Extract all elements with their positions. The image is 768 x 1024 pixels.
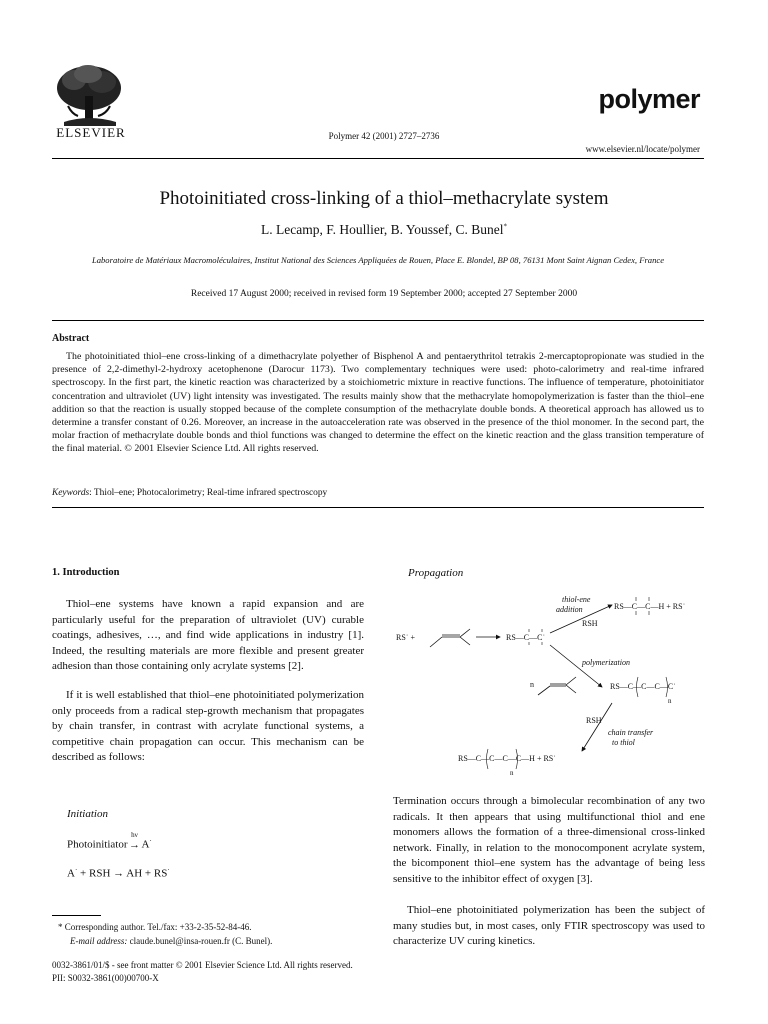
initiation-heading: Initiation xyxy=(67,808,108,820)
arrow-icon xyxy=(582,703,612,751)
abstract-text: The photoinitiated thiol–ene cross-linking of a dimethacrylate polyether of Bisphenol A and pentaerythritol tetrakis 2-mercaptopropionate was studied in the presence of 2,2-dimethyl-2-hydroxy acetophenone (Darocur 1173). Two complementary techniques were used: photo-calorimetry and real-time infrared spectroscopy. In the first part, the kinetic reaction was characterized by a stoichiometric mixture in reactive functions. The influence of temperature, photoinitiator concentration and ultraviolet (UV) light intensity was investigated. The results mainly show that the methacrylate homopolymerization is faster than the thiol–ene addition so that the reaction is usually stopped because of the complete consumption of the methacrylate double bonds. A theoretical approach has allowed us to determine a transfer constant of 0.26. Moreover, an increase in the autoacceleration rate was observed in the presence of the thiol monomer. In the second part, the molar fraction of methacrylate double bonds and thiol functions was changed to determine the effect on the kinetic reaction and the glass transition temperature of the final material. © 2001 Elsevier Science Ltd. All rights reserved. xyxy=(52,351,704,455)
article-title: Photoinitiated cross-linking of a thiol–methacrylate system xyxy=(159,188,609,209)
abstract-top-rule xyxy=(52,320,704,321)
intro-paragraph-2: If it is well established that thiol–ene photoinitiated polymerization only proceeds from a radical step-growth mechanism that propagates by chain transfer, in contrast with acrylate functional systems, a competitive chain propagation can occur. This mechanism can be described as follows: xyxy=(52,689,364,764)
radical-dot: · xyxy=(167,866,170,874)
front-matter-line: 0032-3861/01/$ - see front matter © 2001 Elsevier Science Ltd. All rights reserved. xyxy=(52,960,353,970)
abstract-bottom-rule xyxy=(52,507,704,508)
ene-structure xyxy=(430,629,470,647)
pii-line: PII: S0032-3861(00)00700-X xyxy=(52,973,159,983)
polymer-radical-label: RS—C—C—C—C˙ xyxy=(610,682,676,691)
radical-dot: · xyxy=(149,837,152,845)
hv-label: hν xyxy=(131,830,138,839)
column2-paragraph-1: Termination occurs through a bimolecular recombination of any two radicals. It then appears that using multifunctional thiol and ene monomers allows the formation of a three-dimensional cross-linked network. Finally, in relation to the monocomponent acrylate system, the bicomponent thiol–ene system has the advantage of being less sensitive to the inhibitor effect of oxygen [3]. xyxy=(393,795,705,885)
abstract-heading: Abstract xyxy=(52,333,90,344)
publisher-name: ELSEVIER xyxy=(56,125,126,140)
keywords xyxy=(52,488,327,498)
chain-transfer-label: chain transfer to thiol xyxy=(608,728,654,747)
rs-radical-label: RS˙ + xyxy=(396,633,415,642)
section-heading-introduction: 1. Introduction xyxy=(52,567,120,578)
propagation-scheme xyxy=(390,585,714,785)
n-label: n xyxy=(530,680,534,689)
journal-url[interactable]: www.elsevier.nl/locate/polymer xyxy=(585,144,700,154)
keywords-label: Keywords xyxy=(52,488,90,498)
n-subscript-2: n xyxy=(510,769,514,777)
eq2-rest: + RSH → AH + RS xyxy=(77,867,168,880)
author-list xyxy=(0,222,768,238)
keywords-text: : Thiol–ene; Photocalorimetry; Real-time infrared spectroscopy xyxy=(89,488,328,498)
journal-title: polymer xyxy=(598,84,700,114)
email-address[interactable]: claude.bunel@insa-rouen.fr (C. Bunel). xyxy=(127,936,273,946)
eq2-a: A xyxy=(67,867,75,880)
eq1-right: A xyxy=(141,838,150,851)
eq1-left: Photoinitiator xyxy=(67,838,128,851)
equation-transfer xyxy=(67,866,170,880)
journal-citation: Polymer 42 (2001) 2727–2736 xyxy=(328,131,440,141)
authors-text: L. Lecamp, F. Houllier, B. Youssef, C. Bunel xyxy=(261,222,504,237)
header-rule xyxy=(52,158,704,159)
column2-paragraph-2: Thiol–ene photoinitiated polymerization has been the subject of many studies but, in most cases, only FTIR spectroscopy was used to characterize UV curing kinetics. xyxy=(393,904,705,948)
email-label: E-mail address: xyxy=(70,936,128,946)
footnote-corresponding: * Corresponding author. Tel./fax: +33-2-35-52-84-46. xyxy=(58,922,252,932)
footnote-rule xyxy=(52,915,101,916)
corresponding-author-mark: * xyxy=(503,222,507,231)
footnote-email xyxy=(70,936,272,946)
rsh-label: RSH xyxy=(582,619,598,628)
transfer-product-label: RS—C—C—C—C—H + RS˙ xyxy=(458,754,556,763)
rs-adduct-label: RS—C—C˙ xyxy=(506,633,546,642)
thiol-ene-addition-label: thiol-ene addition xyxy=(556,595,591,614)
ene-n-structure xyxy=(538,677,576,695)
n-subscript: n xyxy=(668,697,672,705)
article-dates: Received 17 August 2000; received in revised form 19 September 2000; accepted 27 September 2000 xyxy=(190,289,578,299)
polymerization-label: polymerization xyxy=(582,658,630,667)
affiliation: Laboratoire de Matériaux Macromoléculaires, Institut National des Sciences Appliquées de Rouen, Place E. Blondel, BP 08, 76131 Mont Saint Aignan Cedex, France xyxy=(91,255,665,265)
intro-paragraph-1: Thiol–ene systems have known a rapid expansion and are particularly useful for the preparation of ultraviolet (UV) curable coatings, adhesives, …, and find wide applications in industry [1]. Indeed, the resulting materials are more flexible and present greater adhesion than those containing only acrylate systems [2]. xyxy=(52,598,364,673)
propagation-heading: Propagation xyxy=(408,567,464,579)
radical-dot: · xyxy=(74,866,78,874)
rsh-label-2: RSH xyxy=(586,716,602,725)
equation-initiation xyxy=(67,830,152,851)
reaction-arrow-icon: → xyxy=(129,838,140,851)
addition-product-label: RS—C—C—H + RS˙ xyxy=(614,602,686,611)
